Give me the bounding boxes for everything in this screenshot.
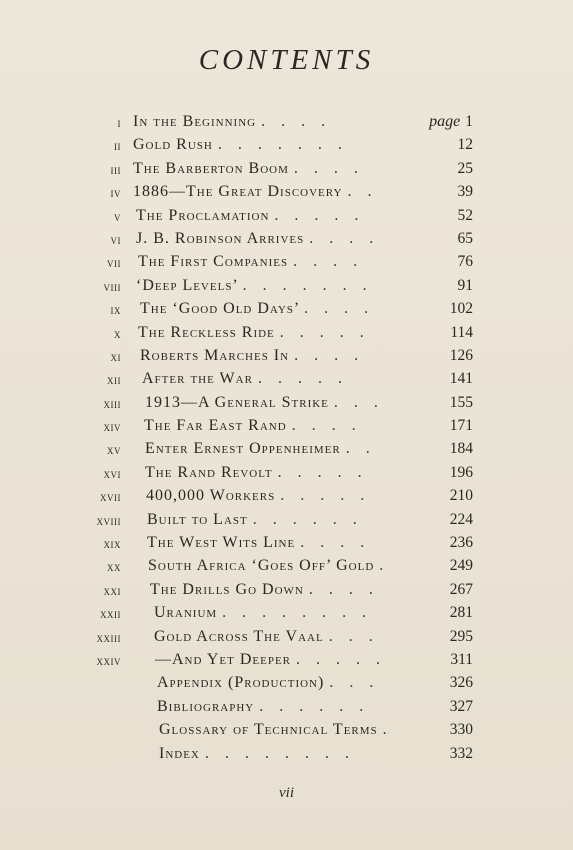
chapter-title xyxy=(140,300,374,318)
chapter-title xyxy=(144,417,362,435)
page-number: 39 xyxy=(457,183,473,201)
toc-entry xyxy=(0,534,573,557)
chapter-title xyxy=(138,324,370,342)
page-label: page xyxy=(429,113,461,130)
toc-entry xyxy=(0,347,573,370)
chapter-title-text: —And Yet Deeper xyxy=(155,650,292,668)
dot-leader: . . . . . xyxy=(277,463,368,481)
chapter-title xyxy=(142,370,348,388)
chapter-title-text: Roberts Marches In xyxy=(140,346,290,364)
dot-leader: . . . . xyxy=(304,300,375,318)
chapter-title-text: Bibliography xyxy=(157,697,255,715)
page-reference xyxy=(450,698,473,716)
page-number: 281 xyxy=(449,604,473,622)
chapter-number: xxiii xyxy=(96,630,121,645)
page-number: 330 xyxy=(449,721,473,739)
page-number: 1 xyxy=(465,113,473,130)
chapter-title xyxy=(140,347,364,365)
chapter-title xyxy=(157,674,379,692)
chapter-title-text: After the War xyxy=(142,370,253,388)
page-number-folio: vii xyxy=(279,785,294,801)
page-reference xyxy=(458,136,474,154)
dot-leader: . . . xyxy=(329,674,380,692)
toc-entry xyxy=(0,674,573,697)
page-reference xyxy=(450,534,473,552)
page-reference xyxy=(450,581,473,599)
toc-entry xyxy=(0,207,573,230)
chapter-title xyxy=(159,721,393,739)
chapter-title xyxy=(133,113,331,131)
chapter-title xyxy=(147,511,363,529)
page-number: 224 xyxy=(449,510,473,528)
page-reference xyxy=(450,394,473,412)
chapter-title xyxy=(145,394,384,412)
toc-entry xyxy=(0,300,573,323)
chapter-number: i xyxy=(117,116,121,130)
toc-entry xyxy=(0,417,573,440)
toc-entry xyxy=(0,253,573,276)
chapter-number: iv xyxy=(110,186,121,201)
toc-entry xyxy=(0,651,573,674)
dot-leader: . . . . xyxy=(261,113,332,130)
page-reference xyxy=(450,440,473,458)
toc-entry xyxy=(0,581,573,604)
toc-entry xyxy=(0,440,573,463)
page-number: 102 xyxy=(449,300,473,318)
toc-entry xyxy=(0,136,573,159)
page-reference xyxy=(450,721,473,739)
chapter-number: ix xyxy=(110,303,121,318)
chapter-title xyxy=(145,440,376,458)
page-number: 326 xyxy=(449,674,473,692)
page-number: 91 xyxy=(457,276,473,294)
page-number: 327 xyxy=(449,697,473,715)
dot-leader: . . . . . . . . xyxy=(204,744,355,762)
chapter-title-text: Appendix (Production) xyxy=(157,674,325,692)
chapter-title xyxy=(150,581,379,599)
chapter-number: xiv xyxy=(103,420,121,435)
page-number: 267 xyxy=(449,580,473,598)
chapter-title-text: Built to Last xyxy=(147,510,248,528)
toc-entry xyxy=(0,160,573,183)
chapter-title-text: J. B. Robinson Arrives xyxy=(136,229,305,247)
chapter-title xyxy=(136,207,364,225)
toc-entry xyxy=(0,183,573,206)
chapter-number: x xyxy=(114,326,121,341)
page-reference xyxy=(450,604,473,622)
chapter-number: xix xyxy=(103,537,121,552)
chapter-number: vi xyxy=(110,232,121,247)
chapter-title-text: 1886—The Great Discovery xyxy=(133,183,343,201)
page-number: 184 xyxy=(449,440,473,458)
dot-leader: . . . . . . . xyxy=(242,276,373,294)
dot-leader: . xyxy=(382,721,393,739)
page-reference xyxy=(450,324,473,342)
page-number: 126 xyxy=(449,346,473,364)
chapter-number: xii xyxy=(107,373,121,388)
chapter-title-text: In the Beginning xyxy=(133,113,257,130)
page-reference xyxy=(458,230,474,248)
page-reference xyxy=(450,487,473,505)
dot-leader: . . . . xyxy=(308,580,379,598)
chapter-title xyxy=(148,557,389,575)
toc-entry xyxy=(0,721,573,744)
toc-entry xyxy=(0,557,573,580)
chapter-title-text: The Rand Revolt xyxy=(145,463,273,481)
chapter-title-text: 400,000 Workers xyxy=(146,487,276,505)
chapter-number: xxiv xyxy=(96,653,121,668)
dot-leader: . . . . . . . . xyxy=(222,604,373,622)
page-number: 114 xyxy=(450,323,473,341)
dot-leader: . . . . xyxy=(300,534,371,552)
chapter-title xyxy=(155,651,386,669)
toc-entry xyxy=(0,324,573,347)
chapter-title-text: Index xyxy=(159,744,200,762)
chapter-number: xv xyxy=(107,443,121,458)
chapter-title xyxy=(133,160,364,178)
chapter-title xyxy=(138,253,363,271)
chapter-title-text: ‘Deep Levels’ xyxy=(136,276,238,294)
chapter-title xyxy=(146,487,370,505)
chapter-title-text: The West Wits Line xyxy=(147,534,296,552)
chapter-number: xxii xyxy=(100,607,121,622)
chapter-title-text: Uranium xyxy=(154,604,218,622)
page-reference xyxy=(450,745,473,763)
chapter-number: vii xyxy=(107,256,121,271)
chapter-number: iii xyxy=(110,162,121,177)
dot-leader: . . . . xyxy=(291,417,362,435)
toc-entry xyxy=(0,628,573,651)
chapter-title-text: The Drills Go Down xyxy=(150,580,304,598)
page-reference xyxy=(450,557,473,575)
chapter-title-text: Gold Rush xyxy=(133,136,213,154)
page-title: CONTENTS xyxy=(198,44,375,76)
page-reference xyxy=(458,277,474,295)
page-number: 295 xyxy=(449,627,473,645)
toc-entry xyxy=(0,604,573,627)
page-reference xyxy=(458,253,474,271)
chapter-title xyxy=(145,464,368,482)
page-reference xyxy=(450,674,473,692)
page-number: 52 xyxy=(457,206,473,224)
toc-entry xyxy=(0,394,573,417)
dot-leader: . . . . . . xyxy=(259,697,370,715)
chapter-title xyxy=(147,534,370,552)
page-number: 65 xyxy=(457,229,473,247)
dot-leader: . . . . . xyxy=(280,487,371,505)
page-number: 236 xyxy=(449,534,473,552)
dot-leader: . . . . xyxy=(294,346,365,364)
chapter-title xyxy=(157,698,369,716)
dot-leader: . . . . . xyxy=(257,370,348,388)
dot-leader: . . xyxy=(345,440,376,458)
page-number: 196 xyxy=(449,463,473,481)
chapter-title-text: The Barberton Boom xyxy=(133,159,289,177)
page-number: 171 xyxy=(449,417,473,435)
chapter-number: viii xyxy=(103,279,121,294)
page-reference xyxy=(458,160,474,178)
chapter-title-text: The ‘Good Old Days’ xyxy=(140,300,300,318)
chapter-title xyxy=(154,628,379,646)
dot-leader: . . . xyxy=(333,393,384,411)
table-of-contents xyxy=(0,113,573,768)
chapter-number: ii xyxy=(114,139,121,154)
chapter-title xyxy=(136,230,379,248)
chapter-title xyxy=(154,604,372,622)
chapter-number: xvi xyxy=(103,466,121,481)
page-reference xyxy=(450,370,473,388)
chapter-title xyxy=(133,136,348,154)
dot-leader: . . . . . . xyxy=(252,510,363,528)
dot-leader: . . . . . xyxy=(296,650,387,668)
dot-leader: . . . . xyxy=(309,229,380,247)
dot-leader: . . . xyxy=(328,627,379,645)
chapter-title-text: Gold Across The Vaal xyxy=(154,627,324,645)
page-reference xyxy=(450,417,473,435)
toc-entry xyxy=(0,487,573,510)
page-number: 76 xyxy=(457,253,473,271)
chapter-number: xvii xyxy=(100,490,121,505)
page-reference xyxy=(450,651,473,669)
toc-entry xyxy=(0,277,573,300)
chapter-number: v xyxy=(114,209,121,224)
chapter-title-text: Glossary of Technical Terms xyxy=(159,721,378,739)
dot-leader: . . . . . xyxy=(274,206,365,224)
chapter-title xyxy=(133,183,377,201)
page-number: 25 xyxy=(457,159,473,177)
chapter-number: xxi xyxy=(103,583,121,598)
dot-leader: . . . . . xyxy=(279,323,370,341)
page-number: 141 xyxy=(449,370,473,388)
page-number: 332 xyxy=(449,744,473,762)
page-reference xyxy=(458,183,474,201)
chapter-title-text: 1913—A General Strike xyxy=(145,393,329,411)
chapter-number: xiii xyxy=(103,396,121,411)
chapter-title-text: The Far East Rand xyxy=(144,417,287,435)
page-reference xyxy=(450,347,473,365)
toc-entry xyxy=(0,230,573,253)
toc-entry xyxy=(0,113,573,136)
chapter-title-text: South Africa ‘Goes Off’ Gold xyxy=(148,557,375,575)
page-number: 311 xyxy=(450,650,473,668)
chapter-number: xviii xyxy=(96,513,121,528)
chapter-title xyxy=(136,277,373,295)
toc-entry xyxy=(0,745,573,768)
toc-entry xyxy=(0,464,573,487)
dot-leader: . . xyxy=(347,183,378,201)
chapter-title xyxy=(159,745,355,763)
dot-leader: . . . . xyxy=(293,253,364,271)
chapter-title-text: The Reckless Ride xyxy=(138,323,275,341)
chapter-title-text: The Proclamation xyxy=(136,206,270,224)
page-number: 155 xyxy=(449,393,473,411)
chapter-number: xx xyxy=(107,560,121,575)
toc-entry xyxy=(0,698,573,721)
page-reference xyxy=(429,113,473,131)
page-number: 210 xyxy=(449,487,473,505)
page-reference xyxy=(450,300,473,318)
page-reference xyxy=(458,207,474,225)
toc-entry xyxy=(0,370,573,393)
page-reference xyxy=(450,464,473,482)
chapter-title-text: Enter Ernest Oppenheimer xyxy=(145,440,341,458)
toc-entry xyxy=(0,511,573,534)
dot-leader: . xyxy=(379,557,390,575)
chapter-number: xi xyxy=(110,349,121,364)
page-reference xyxy=(450,628,473,646)
page-reference xyxy=(450,511,473,529)
page-number: 249 xyxy=(449,557,473,575)
page-number: 12 xyxy=(457,136,473,154)
dot-leader: . . . . . . . xyxy=(217,136,348,154)
dot-leader: . . . . xyxy=(293,159,364,177)
chapter-title-text: The First Companies xyxy=(138,253,289,271)
